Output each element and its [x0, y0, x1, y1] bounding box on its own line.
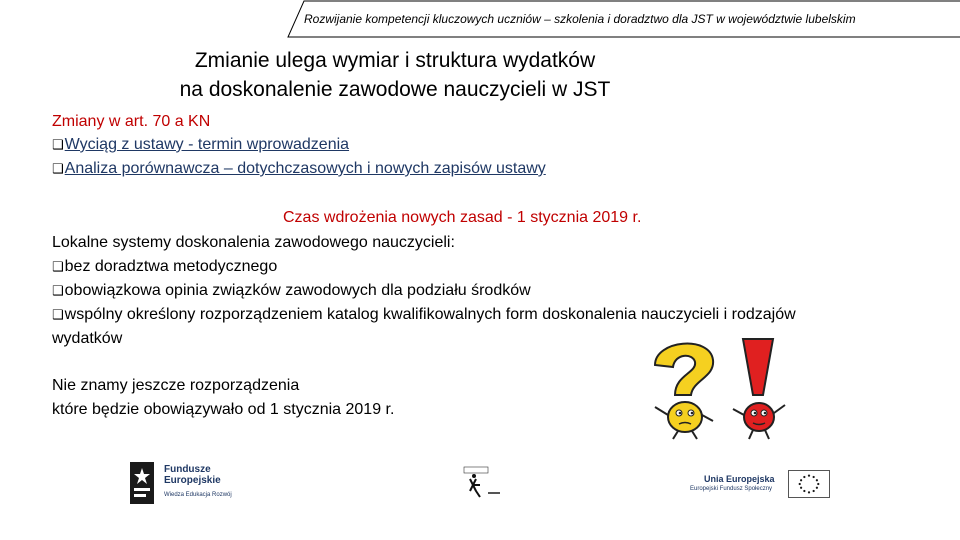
list-item-text: obowiązkowa opinia związków zawodowych dla podziału środków — [64, 282, 531, 299]
checkbox-bullet-icon: ❑ — [52, 284, 64, 299]
regional-logo-icon — [462, 465, 506, 499]
list-item — [52, 305, 796, 326]
header-text: Rozwijanie kompetencji kluczowych uczniów – szkolenia i doradztwo dla JST w województwie lubelskim — [304, 12, 856, 26]
list-item-text: wspólny określony rozporządzeniem katalog kwalifikowalnych form doskonalenia nauczycieli i rodzajów — [64, 306, 796, 323]
title-line-1: Zmianie ulega wymiar i struktura wydatków — [194, 49, 596, 72]
page-title — [150, 46, 640, 104]
note-line-2: które będzie obowiązywało od 1 stycznia 2019 r. — [52, 401, 395, 418]
fe-logo-subtitle: Wiedza Edukacja Rozwój — [164, 492, 232, 498]
fe-logo-text — [164, 464, 221, 486]
changes-heading: Zmiany w art. 70 a KN — [52, 113, 211, 130]
note-line-1: Nie znamy jeszcze rozporządzenia — [52, 377, 300, 394]
list-item-continuation: wydatków — [52, 330, 123, 347]
link-item-1[interactable] — [52, 135, 349, 156]
ue-logo-subtitle: Europejski Fundusz Społeczny — [690, 486, 773, 492]
checkbox-bullet-icon: ❑ — [52, 138, 64, 153]
link-comparative-analysis[interactable]: Analiza porównawcza – dotychczasowych i nowych zapisów ustawy — [64, 160, 546, 177]
deadline-text: Czas wdrożenia nowych zasad - 1 stycznia 2019 r. — [283, 209, 642, 226]
fe-logo-line-1: Fundusze — [164, 464, 211, 475]
title-line-2: na doskonalenie zawodowe nauczycieli w JST — [179, 78, 611, 101]
checkbox-bullet-icon: ❑ — [52, 162, 64, 177]
checkbox-bullet-icon: ❑ — [52, 260, 64, 275]
checkbox-bullet-icon: ❑ — [52, 308, 64, 323]
systems-heading: Lokalne systemy doskonalenia zawodowego nauczycieli: — [52, 234, 455, 251]
link-statute-excerpt[interactable]: Wyciąg z ustawy - termin wprowadzenia — [64, 136, 350, 153]
ue-logo-text: Unia Europejska — [704, 474, 775, 484]
link-item-2[interactable] — [52, 159, 546, 180]
list-item-text: bez doradztwa metodycznego — [64, 258, 278, 275]
question-exclamation-icon — [645, 335, 790, 440]
list-item — [52, 257, 277, 278]
fe-logo-line-2: Europejskie — [164, 475, 221, 486]
eu-flag-icon — [788, 470, 830, 498]
list-item — [52, 281, 531, 302]
